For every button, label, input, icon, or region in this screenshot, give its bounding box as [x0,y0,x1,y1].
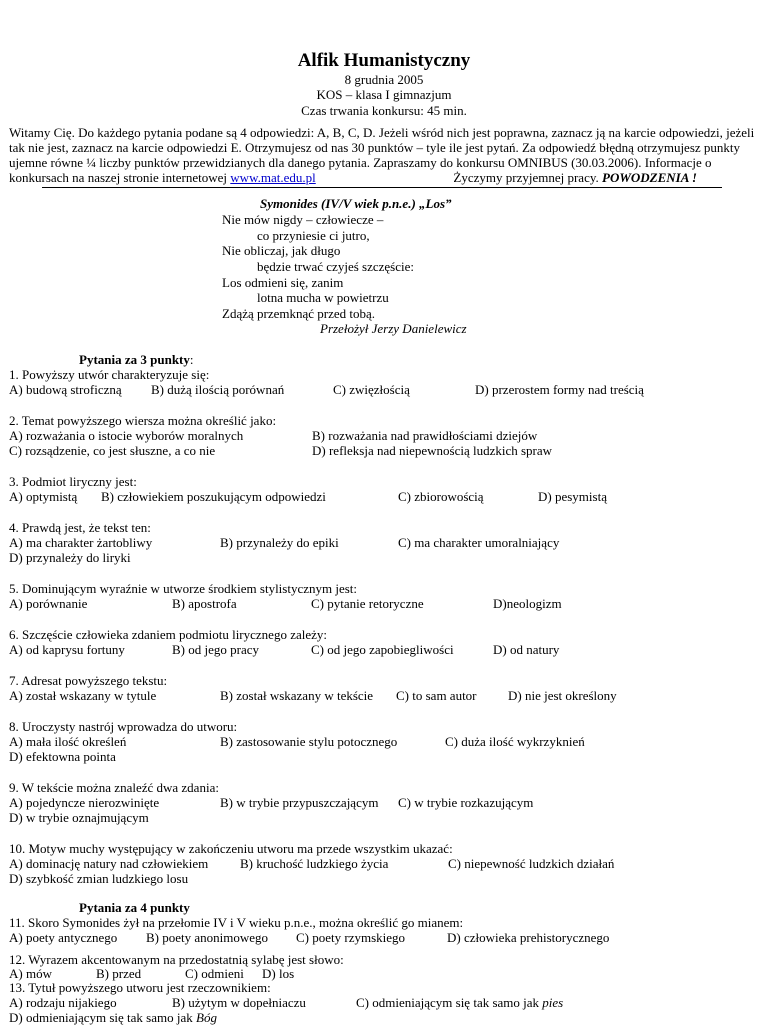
section-label: Pytania za 3 punkty [79,352,190,367]
answer-c: C) to sam autor [396,688,477,703]
page-title: Alfik Humanistyczny [297,50,471,71]
answer-c-italic: pies [542,995,564,1010]
answer-d: D) przerostem formy nad treścią [475,382,644,397]
question-9: 9. W tekście można znaleźć dwa zdania: [9,780,219,795]
answer-a: A) rozważania o istocie wyborów moralnych [9,428,244,443]
answer-d: D) los [262,966,295,981]
answer-a: A) poety antycznego [9,930,118,945]
website-link[interactable]: www.mat.edu.pl [230,170,316,185]
poem-line: lotna mucha w powietrzu [257,290,389,305]
poem-line: Los odmieni się, zanim [222,275,344,290]
answer-d-italic: Bóg [196,1010,217,1025]
answer-c: C) poety rzymskiego [296,930,406,945]
poem-line: Zdążą przemknąć przed tobą. [222,306,376,321]
answer-b: B) zastosowanie stylu potocznego [220,734,398,749]
answer-c [356,995,563,1010]
answer-c: C) rozsądzenie, co jest słuszne, a co nie [9,443,216,458]
answer-b: B) apostrofa [172,596,237,611]
poem-line: co przyniesie ci jutro, [257,228,370,243]
answer-a: A) został wskazany w tytule [9,688,157,703]
answer-c: C) zwięzłością [333,382,410,397]
answer-b: B) przynależy do epiki [220,535,339,550]
answer-d: D)neologizm [493,596,562,611]
answer-a: A) ma charakter żartobliwy [9,535,153,550]
intro-text: Witamy Cię. Do każdego pytania podane są 4 odpowiedzi: A, B, C, D. Jeżeli wśród nich jest poprawna, zaznacz ją na karcie odpowiedzi, jeżeli tak nie jest, zaznacz na karcie odpowiedzi E. Otrzymujesz od nas 30 punktów – tyle ile jest pytań. Za odpowiedź błędną otrzymujesz punkty ujemne równe ¼ liczby punktów przewidzianych dla danego pytania. Zapraszamy do konkursu OMNIBUS (30.03.2006). Informacje o konkursach na naszej stronie internetowej [9,125,755,185]
question-1: 1. Powyższy utwór charakteryzuje się: [9,367,210,382]
answer-b: B) użytym w dopełniaczu [172,995,306,1010]
question-12: 12. Wyrazem akcentowanym na przedostatnią sylabę jest słowo: [9,952,344,967]
good-luck-text: POWODZENIA ! [602,170,697,185]
answer-c: C) zbiorowością [398,489,484,504]
class-line: KOS – klasa I gimnazjum [316,87,452,102]
question-5: 5. Dominującym wyraźnie w utworze środkiem stylistycznym jest: [9,581,358,596]
divider [42,187,722,188]
answer-b: B) kruchość ludzkiego życia [240,856,389,871]
answer-c: C) duża ilość wykrzyknień [445,734,585,749]
answer-a: A) dominację natury nad człowiekiem [9,856,209,871]
poem-line: będzie trwać czyjeś szczęście: [257,259,414,274]
question-13: 13. Tytuł powyższego utworu jest rzeczownikiem: [9,980,271,995]
question-3: 3. Podmiot liryczny jest: [9,474,137,489]
answer-d: D) człowieka prehistorycznego [447,930,610,945]
answer-d: D) przynależy do liryki [9,550,131,565]
answer-a: A) rodzaju nijakiego [9,995,117,1010]
answer-b: B) człowiekiem poszukującym odpowiedzi [101,489,326,504]
wish-line [453,170,697,185]
answer-b: B) poety anonimowego [146,930,269,945]
answer-b: B) został wskazany w tekście [220,688,374,703]
question-11: 11. Skoro Symonides żył na przełomie IV i V wieku p.n.e., można określić go mianem: [9,915,464,930]
answer-a: A) porównanie [9,596,88,611]
answer-c: C) odmieni [185,966,244,981]
answer-c: C) w trybie rozkazującym [398,795,534,810]
answer-b: B) w trybie przypuszczającym [220,795,379,810]
poem-line: Nie obliczaj, jak długo [222,243,341,258]
answer-d: D) refleksja nad niepewnością ludzkich spraw [312,443,553,458]
answer-b: B) rozważania nad prawidłościami dziejów [312,428,538,443]
answer-c: C) od jego zapobiegliwości [311,642,454,657]
answer-b: B) dużą ilością porównań [151,382,285,397]
answer-d: D) efektowna pointa [9,749,116,764]
answer-a: A) mów [9,966,52,981]
question-8: 8. Uroczysty nastrój wprowadza do utworu: [9,719,238,734]
answer-b: B) od jego pracy [172,642,260,657]
answer-a: A) od kaprysu fortuny [9,642,125,657]
answer-d: D) nie jest określony [508,688,617,703]
poem-title: Symonides (IV/V wiek p.n.e.) „Los” [260,196,452,211]
answer-d: D) w trybie oznajmującym [9,810,149,825]
answer-c-text: C) odmieniającym się tak samo jak [356,995,543,1010]
answer-a: A) optymistą [9,489,78,504]
answer-b: B) przed [96,966,142,981]
answer-d: D) od natury [493,642,560,657]
answer-d-text: D) odmieniającym się tak samo jak [9,1010,197,1025]
section-heading-4pts: Pytania za 4 punkty [79,900,190,915]
section-colon: : [189,352,194,367]
wish-text: Życzymy przyjemnej pracy. [453,170,602,185]
poem-line: Nie mów nigdy – człowiecze – [222,212,384,227]
question-10: 10. Motyw muchy występujący w zakończeniu utworu ma przede wszystkim ukazać: [9,841,453,856]
duration: Czas trwania konkursu: 45 min. [301,103,467,118]
answer-a: A) budową stroficzną [9,382,122,397]
section-heading-3pts [79,352,194,367]
answer-c: C) niepewność ludzkich działań [448,856,615,871]
answer-a: A) pojedyncze nierozwinięte [9,795,160,810]
question-2: 2. Temat powyższego wiersza można określić jako: [9,413,277,428]
question-7: 7. Adresat powyższego tekstu: [9,673,168,688]
question-4: 4. Prawdą jest, że tekst ten: [9,520,151,535]
answer-d [9,1010,217,1025]
answer-c: C) pytanie retoryczne [311,596,424,611]
answer-d: D) pesymistą [538,489,607,504]
answer-a: A) mała ilość określeń [9,734,127,749]
date: 8 grudnia 2005 [344,72,424,87]
answer-d: D) szybkość zmian ludzkiego losu [9,871,189,886]
question-6: 6. Szczęście człowieka zdaniem podmiotu lirycznego zależy: [9,627,327,642]
answer-c: C) ma charakter umoralniający [398,535,560,550]
translator: Przełożył Jerzy Danielewicz [320,321,467,336]
